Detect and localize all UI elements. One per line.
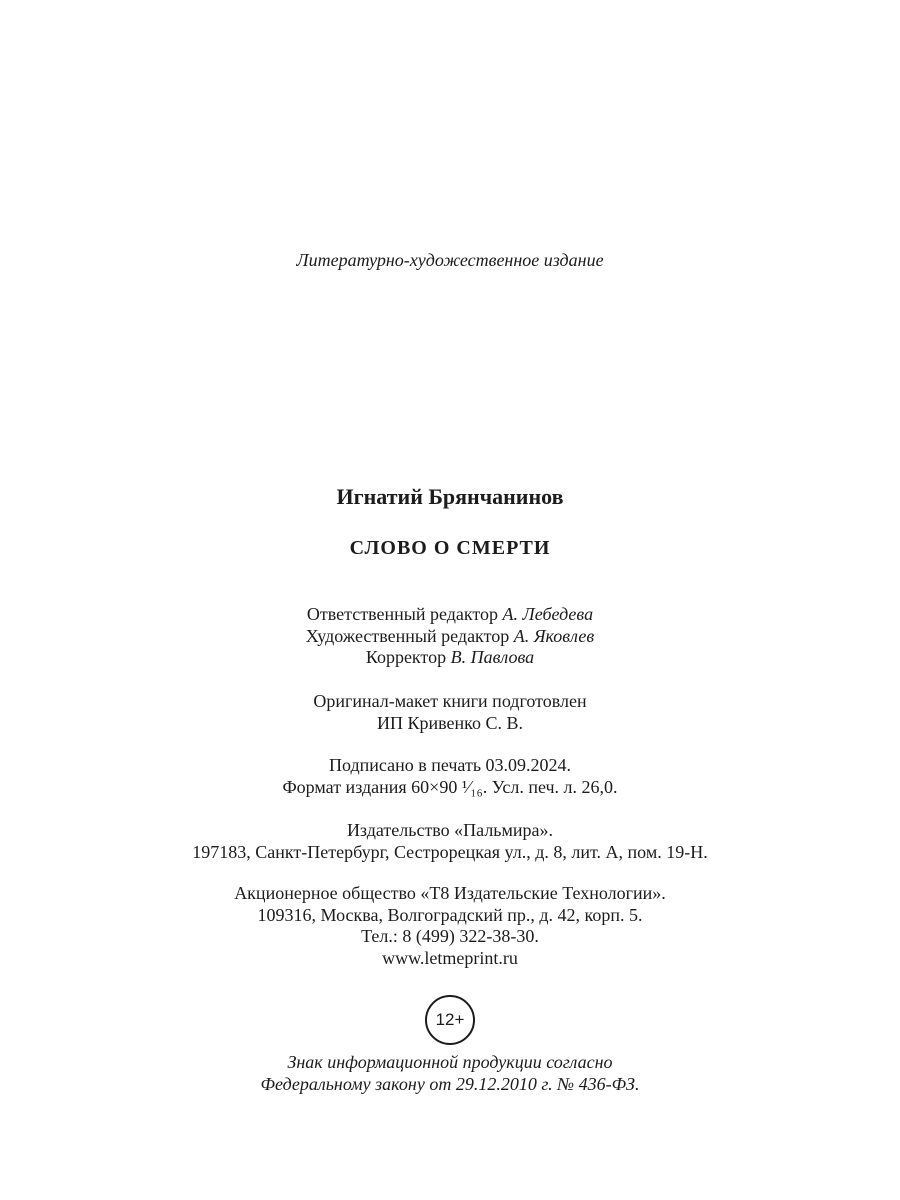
- staff-name: В. Павлова: [450, 647, 535, 667]
- printer-address-line: 109316, Москва, Волгоградский пр., д. 42, корп. 5.: [257, 904, 643, 925]
- print-format-line: Формат издания 60×90 ¹⁄₁₆. Усл. печ. л. 26,0.: [282, 776, 618, 797]
- age-rating-badge: 12+: [425, 995, 475, 1045]
- publisher-info: [0, 820, 900, 863]
- staff-line-responsible-editor: [0, 604, 900, 626]
- layout-note: [0, 691, 900, 734]
- publisher-address-line: 197183, Санкт-Петербург, Сестрорецкая ул., д. 8, лит. А, пом. 19-Н.: [192, 841, 708, 862]
- age-note-line: Знак информационной продукции согласно: [287, 1052, 613, 1072]
- printer-info: [0, 883, 900, 969]
- staff-name: А. Лебедева: [502, 604, 594, 624]
- staff-name: А. Яковлев: [513, 625, 595, 646]
- printer-website-text: www.letmeprint.ru: [382, 947, 518, 968]
- staff-credits: [0, 604, 900, 669]
- book-title: СЛОВО О СМЕРТИ: [349, 537, 551, 559]
- author-name: Игнатий Брянчанинов: [336, 484, 564, 509]
- printer-name-line: Акционерное общество «Т8 Издательские Технологии».: [234, 883, 666, 903]
- age-badge-wrap: [0, 995, 900, 1045]
- publisher-name-line: Издательство «Пальмира».: [346, 820, 554, 840]
- printer-phone-line: Тел.: 8 (499) 322-38-30.: [361, 926, 539, 946]
- age-note-line: Федеральному закону от 29.12.2010 г. № 436-ФЗ.: [260, 1073, 640, 1094]
- staff-role: Корректор: [365, 647, 447, 667]
- print-date-line: Подписано в печать 03.09.2024.: [328, 755, 572, 775]
- layout-note-line: Оригинал-макет книги подготовлен: [313, 691, 587, 711]
- staff-line-art-editor: [0, 626, 900, 648]
- staff-role: Ответственный редактор: [306, 604, 499, 624]
- staff-line-proofreader: [0, 647, 900, 669]
- edition-note: Литературно-художественное издание: [296, 250, 604, 270]
- layout-note-line: ИП Кривенко С. В.: [377, 712, 523, 733]
- staff-role: Художественный редактор: [305, 625, 510, 646]
- print-info: [0, 755, 900, 798]
- age-rating-note: [0, 1052, 900, 1095]
